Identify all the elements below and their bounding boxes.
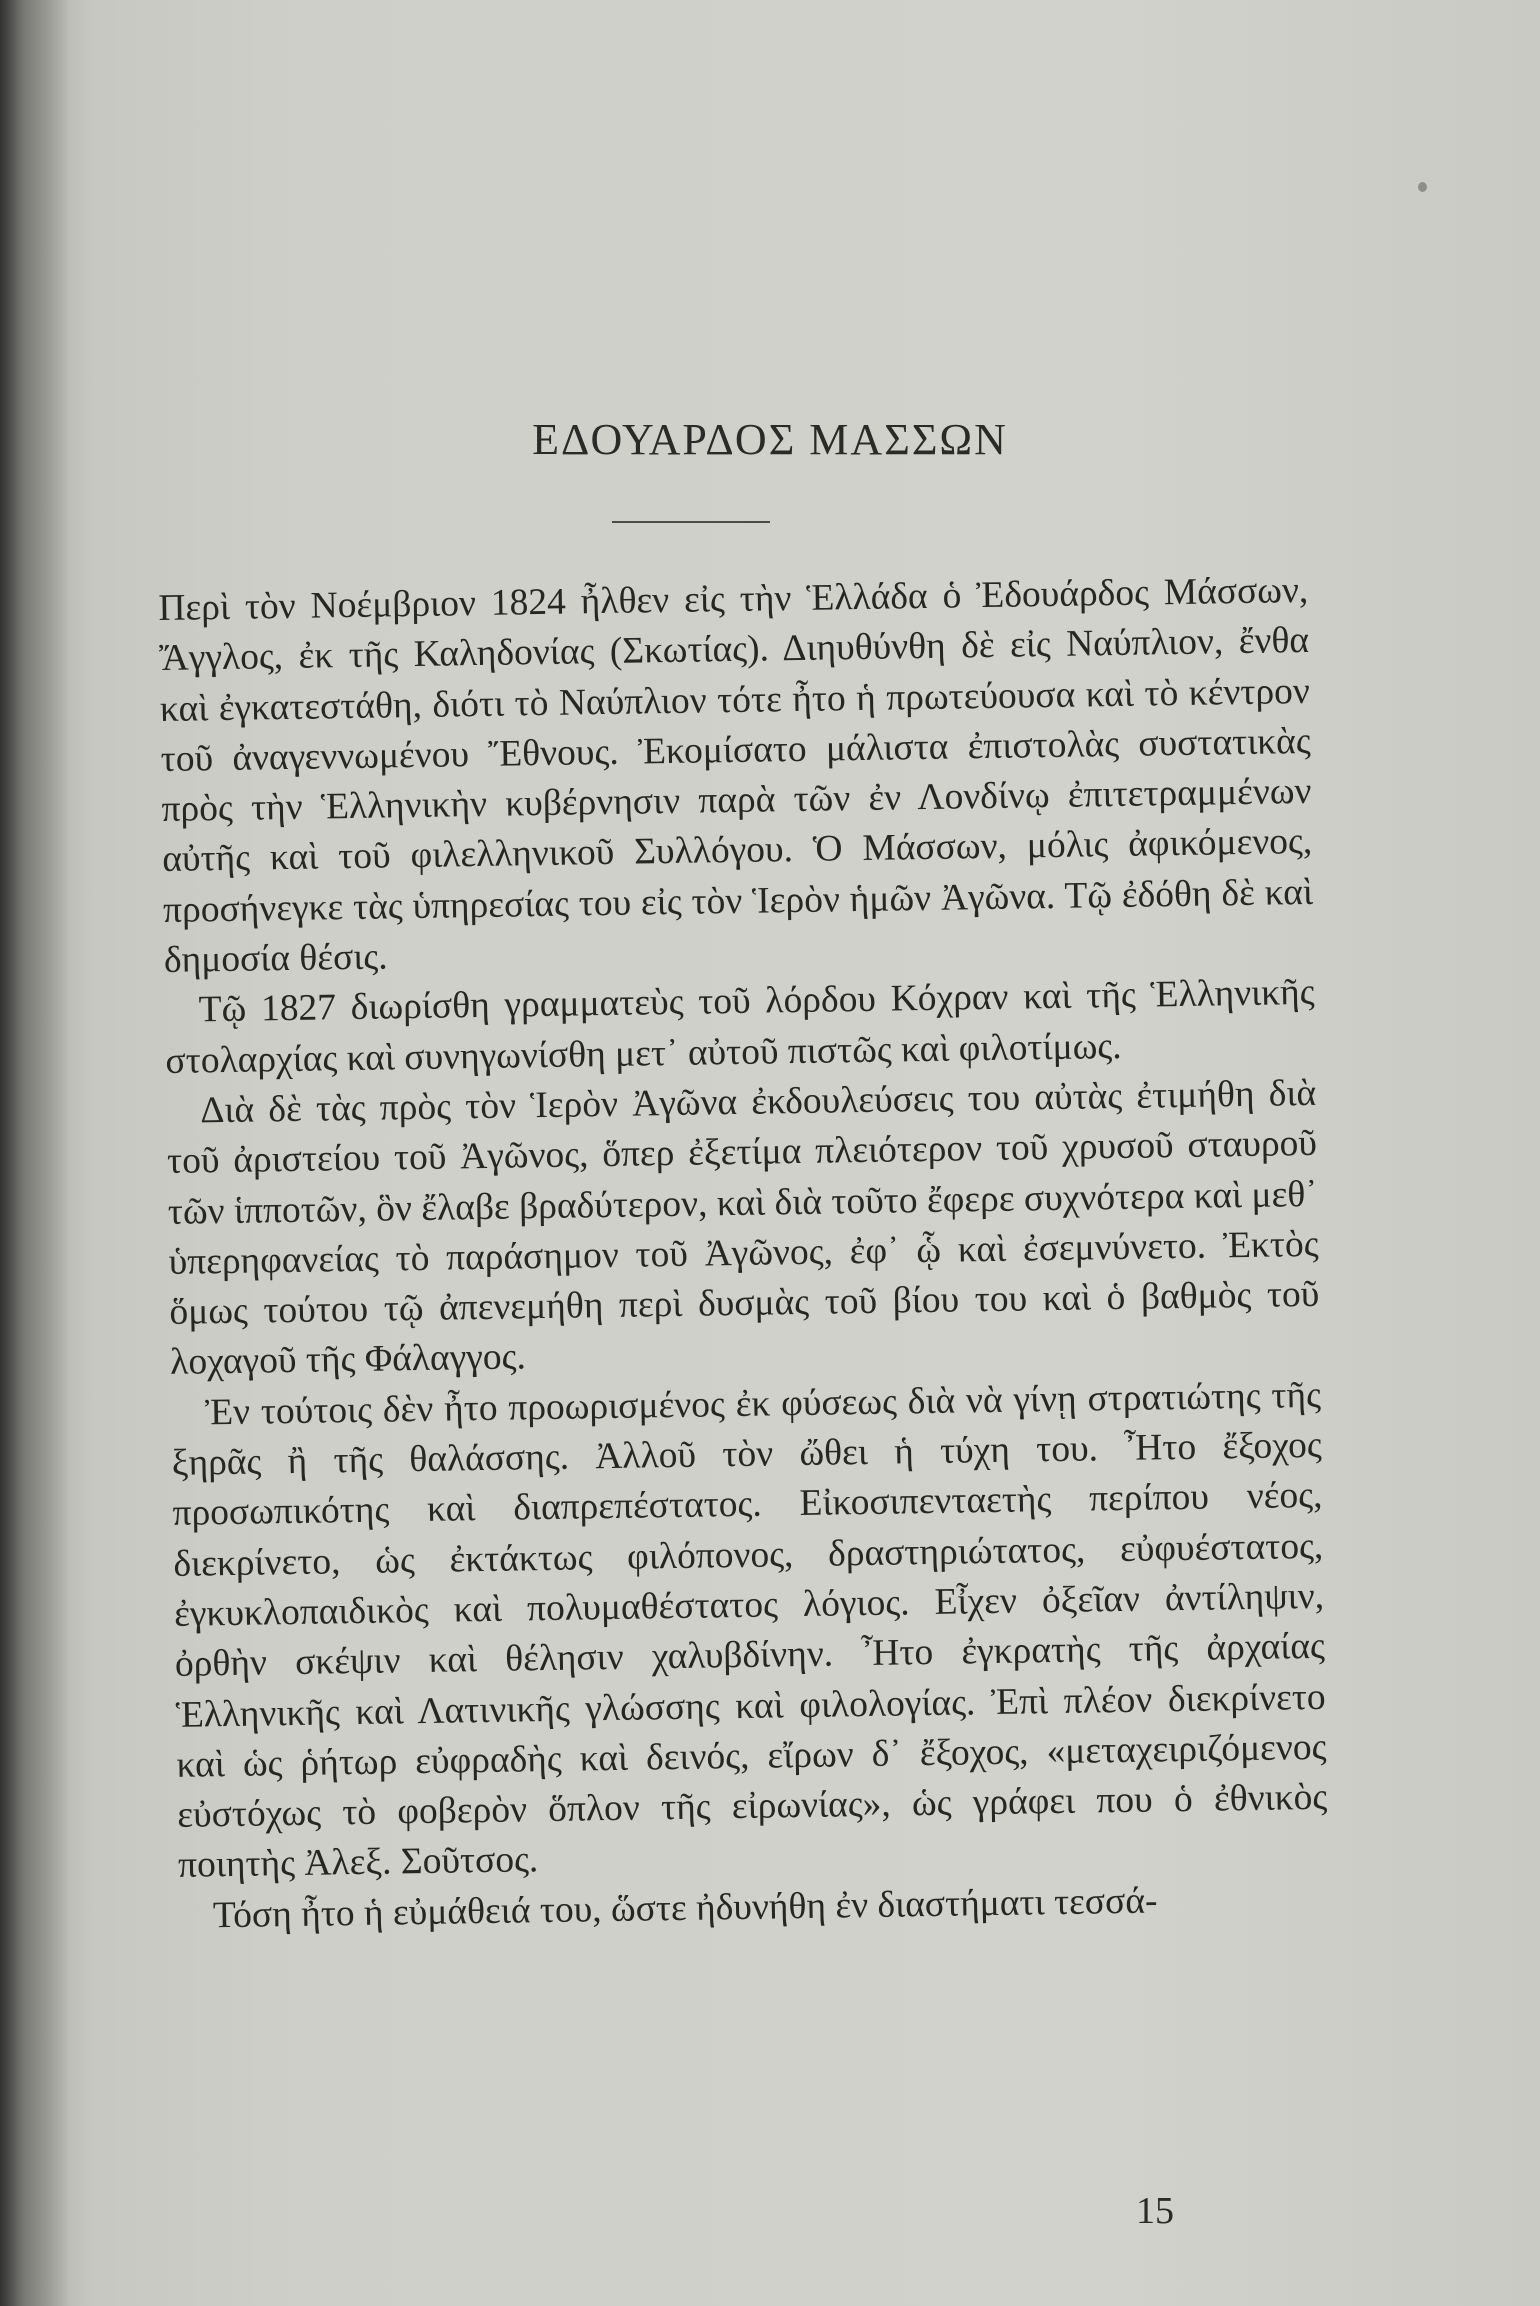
- paragraph-1: Περὶ τὸν Νοέμβριον 1824 ἦλθεν εἰς τὴν Ἑλλάδα ὁ Ἐδουάρδος Μάσσων, Ἄγγλος, ἐκ τῆς Καληδονίας (Σκωτίας). Διηυθύνθη δὲ εἰς Ναύπλιον, ἔνθα καὶ ἐγκατεστάθη, διότι τὸ Ναύπλιον τότε ἦτο ἡ πρωτεύουσα καὶ τὸ κέντρον τοῦ ἀναγεννωμένου Ἔθνους. Ἐκομίσατο μάλιστα ἐπιστολὰς συστατικὰς πρὸς τὴν Ἑλληνικὴν κυβέρνησιν παρὰ τῶν ἐν Λονδίνῳ ἐπιτετραμμένων αὐτῆς καὶ τοῦ φιλελληνικοῦ Συλλόγου. Ὁ Μάσσων, μόλις ἀφικόμενος, προσήνεγκε τὰς ὑπηρεσίας του εἰς τὸν Ἱερὸν ἡμῶν Ἀγῶνα. Τῷ ἐδόθη δὲ καὶ δημοσία θέσις.: [158, 569, 1314, 982]
- page-number: 15: [1136, 2190, 1174, 2232]
- paragraph-2: Τῷ 1827 διωρίσθη γραμματεὺς τοῦ λόρδου Κόχραν καὶ τῆς Ἑλληνικῆς στολαρχίας καὶ συνηγωνίσθη μετ᾽ αὐτοῦ πιστῶς καὶ φιλοτίμως.: [165, 972, 1315, 1082]
- paper-spot: [1418, 182, 1427, 192]
- paragraph-4: Ἐν τούτοις δὲν ἦτο προωρισμένος ἐκ φύσεως διὰ νὰ γίνῃ στρατιώτης τῆς ξηρᾶς ἢ τῆς θαλάσσης. Ἀλλοῦ τὸν ὤθει ἡ τύχη του. Ἦτο ἔξοχος προσωπικότης καὶ διαπρεπέστατος. Εἰκοσιπενταετὴς περίπου νέος, διεκρίνετο, ὡς ἐκτάκτως φιλόπονος, δραστηριώτατος, εὐφυέστατος, ἐγκυκλοπαιδικὸς καὶ πολυμαθέστατος λόγιος. Εἶχεν ὀξεῖαν ἀντίληψιν, ὀρθὴν σκέψιν καὶ θέλησιν χαλυβδίνην. Ἦτο ἐγκρατὴς τῆς ἀρχαίας Ἑλληνικῆς καὶ Λατινικῆς γλώσσης καὶ φιλολογίας. Ἐπὶ πλέον διεκρίνετο καὶ ὡς ῥήτωρ εὐφραδὴς καὶ δεινός, εἴρων δ᾽ ἔξοχος, «μεταχειριζόμενος εὐστόχως τὸ φοβερὸν ὅπλον τῆς εἰρωνίας», ὡς γράφει που ὁ ἐθνικὸς ποιητὴς Ἀλεξ. Σοῦτσος.: [171, 1374, 1328, 1887]
- paragraph-5: Τόση ἦτο ἡ εὐμάθειά του, ὥστε ἠδυνήθη ἐν διαστήματι τεσσά-: [212, 1880, 1158, 1937]
- title-rule: [612, 521, 770, 523]
- body-text: [158, 566, 1329, 1942]
- binding-shadow: [0, 0, 95, 2306]
- paragraph-3: Διὰ δὲ τὰς πρὸς τὸν Ἱερὸν Ἀγῶνα ἐκδουλεύσεις του αὐτὰς ἐτιμήθη διὰ τοῦ ἀριστείου τοῦ Ἀγῶνος, ὅπερ ἐξετίμα πλειότερον τοῦ χρυσοῦ σταυροῦ τῶν ἱπποτῶν, ὃν ἔλαβε βραδύτερον, καὶ διὰ τοῦτο ἔφερε συχνότερα καὶ μεθ᾽ ὑπερηφανείας τὸ παράσημον τοῦ Ἀγῶνος, ἐφ᾽ ᾧ καὶ ἐσεμνύνετο. Ἐκτὸς ὅμως τούτου τῷ ἀπενεμήθη περὶ δυσμὰς τοῦ βίου του καὶ ὁ βαθμὸς τοῦ λοχαγοῦ τῆς Φάλαγγος.: [166, 1072, 1320, 1384]
- chapter-title: ΕΔΟΥΑΡΔΟΣ ΜΑΣΣΩΝ: [532, 415, 1008, 464]
